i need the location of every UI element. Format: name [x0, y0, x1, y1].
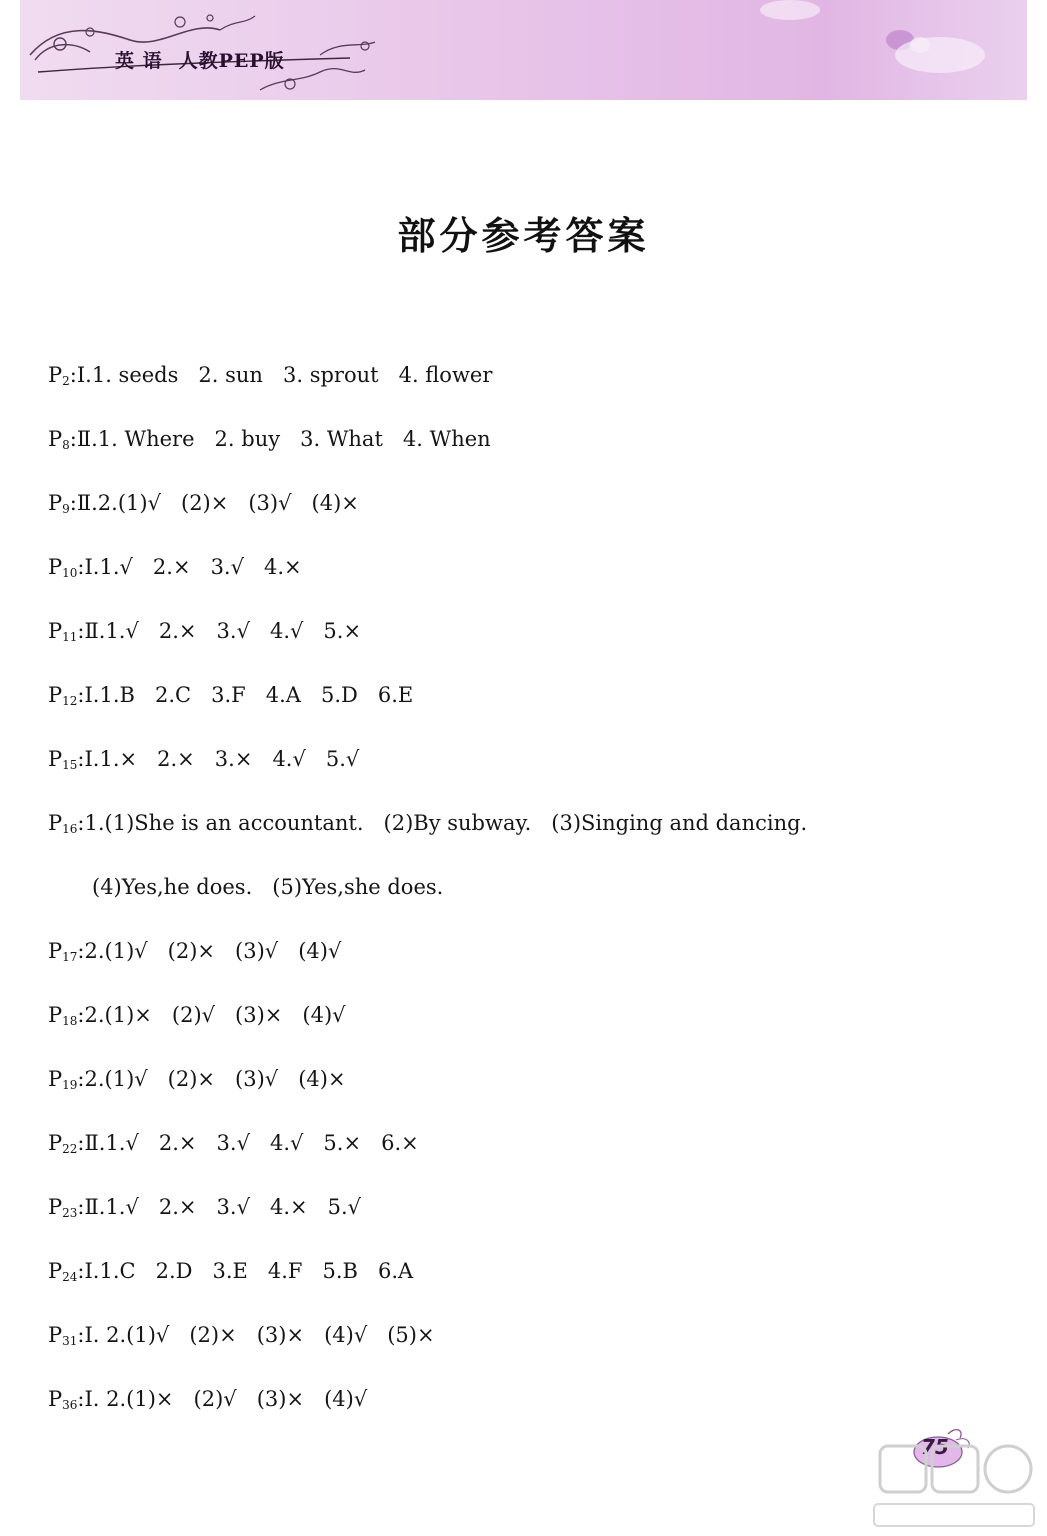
page-ref: $P_{19}$: [48, 1067, 78, 1092]
answer-text: (4)Yes,he does. (5)Yes,she does.: [92, 875, 444, 899]
answer-text: :Ⅱ.1.√ 2.× 3.√ 4.√ 5.× 6.×: [77, 1131, 419, 1155]
answer-text: :Ⅱ.1.√ 2.× 3.√ 4.√ 5.×: [77, 619, 362, 643]
page-ref: $P_{11}$: [48, 619, 78, 644]
answer-text: :Ⅰ. 2.(1)× (2)√ (3)× (4)√: [77, 1387, 368, 1411]
answer-line: [48, 800, 1008, 864]
answer-text: :2.(1)√ (2)× (3)√ (4)√: [77, 939, 342, 963]
page-ref: $P_{22}$: [48, 1131, 78, 1156]
answer-text: :Ⅰ.1.√ 2.× 3.√ 4.×: [77, 555, 302, 579]
page-ref: $P_{16}$: [48, 811, 78, 836]
answer-text: :Ⅰ.1.× 2.× 3.× 4.√ 5.√: [77, 747, 360, 771]
page-ref: $P_9$: [48, 491, 70, 516]
answer-line: [48, 672, 1008, 736]
header-edition: 人教PEP版: [178, 50, 285, 72]
watermark-logo: [860, 1438, 1040, 1533]
answer-text: :Ⅰ.1.B 2.C 3.F 4.A 5.D 6.E: [77, 683, 414, 707]
answer-text: :Ⅰ. 2.(1)√ (2)× (3)× (4)√ (5)×: [77, 1323, 435, 1347]
answer-line: [48, 1056, 1008, 1120]
answer-line: [48, 1376, 1008, 1440]
answer-line: [48, 1120, 1008, 1184]
answer-text: :Ⅱ.1. Where 2. buy 3. What 4. When: [69, 427, 491, 451]
page-number: 75: [921, 1435, 949, 1459]
page-ref: $P_{12}$: [48, 683, 78, 708]
page-ref: $P_{24}$: [48, 1259, 78, 1284]
answer-text: :Ⅰ.1.C 2.D 3.E 4.F 5.B 6.A: [77, 1259, 414, 1283]
answer-text: :Ⅰ.1. seeds 2. sun 3. sprout 4. flower: [69, 363, 493, 387]
header-title: [115, 46, 285, 73]
page-ref: $P_{23}$: [48, 1195, 78, 1220]
page-ref: $P_8$: [48, 427, 70, 452]
page-ref: $P_2$: [48, 363, 70, 388]
answer-list: [48, 352, 1008, 1440]
page-ref: $P_{36}$: [48, 1387, 78, 1412]
page-ref: $P_{17}$: [48, 939, 78, 964]
answer-line: [48, 480, 1008, 544]
answer-line: [48, 1184, 1008, 1248]
page-ref: $P_{15}$: [48, 747, 78, 772]
answer-text: :Ⅱ.1.√ 2.× 3.√ 4.× 5.√: [77, 1195, 362, 1219]
header-banner: [20, 0, 1027, 100]
answer-line: [48, 608, 1008, 672]
answer-line: [48, 1248, 1008, 1312]
answer-line: [48, 736, 1008, 800]
answer-text: :Ⅱ.2.(1)√ (2)× (3)√ (4)×: [69, 491, 359, 515]
page-ref: $P_{31}$: [48, 1323, 78, 1348]
answer-text: :2.(1)√ (2)× (3)√ (4)×: [77, 1067, 346, 1091]
answer-line: [48, 928, 1008, 992]
page-ref: $P_{10}$: [48, 555, 78, 580]
answer-line: [48, 992, 1008, 1056]
answer-line: [48, 352, 1008, 416]
answer-line-continued: [48, 864, 1008, 928]
header-subject: 英 语: [115, 50, 163, 72]
answer-line: [48, 1312, 1008, 1376]
answer-line: [48, 416, 1008, 480]
answer-line: [48, 544, 1008, 608]
page-ref: $P_{18}$: [48, 1003, 78, 1028]
answer-text: :2.(1)× (2)√ (3)× (4)√: [77, 1003, 346, 1027]
page-title: 部分参考答案: [397, 214, 650, 258]
answer-text: :1.(1)She is an accountant. (2)By subway. (3)Singing and dancing.: [77, 811, 808, 835]
